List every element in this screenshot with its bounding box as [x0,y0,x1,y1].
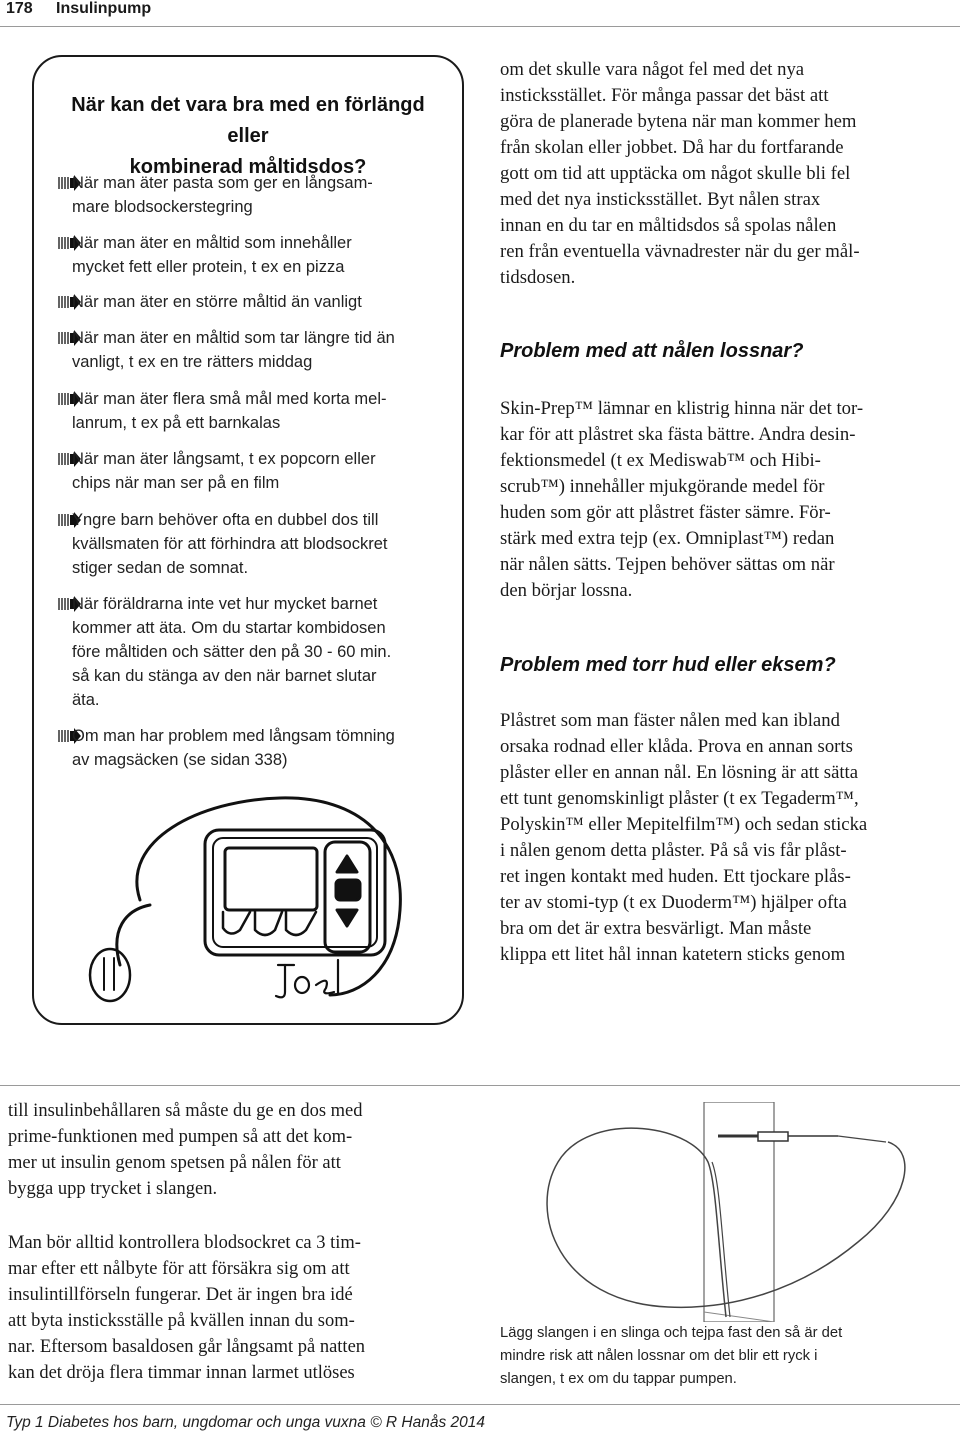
paragraph: Plåstret som man fäster nålen med kan ibland orsaka rodnad eller klåda. Prova en annan sorts plåster eller en annan nål. En lösning är att sätta ett tunt genomskinligt plåster (t ex Tegaderm™, Polyskin™ eller Mepitelfilm™) och sedan sticka i nålen genom detta plåster. På så vis får plåst- ret ingen kontakt med huden. Ett tjockare plås- ter av stomi-typ (t ex Duoderm™) hjälper ofta bra om det är extra besvärligt. Man måste klippa ett litet hål innan katetern sticks genom [500,710,868,965]
header-rule [0,26,960,27]
section-divider [0,1085,960,1086]
figure-caption: Lägg slangen i en slinga och tejpa fast den så är det mindre risk att nålen lossnar om det blir ett ryck i slangen, t ex om du tappar pumpen. [500,1325,843,1387]
box-title-line-2: kombinerad måltidsdos? [129,156,367,178]
paragraph: till insulinbehållaren så måste du ge en dos med prime-funktionen med pumpen så att det kom- mer ut insulin genom spetsen på nålen för att bygga upp trycket i slangen. [8,1101,363,1199]
bullet-text: När föräldrarna inte vet hur mycket barnet kommer att äta. Om du startar kombidosen före måltiden och sätter den på 30 - 60 min. så kan du stänga av den när barnet slutar äta. [72,595,392,709]
bullet-text: När man äter flera små mål med korta mel- lanrum, t ex på ett barnkalas [72,390,387,432]
page-header [0,0,960,24]
bullet-text: När man äter pasta som ger en långsam- mare blodsockerstegring [72,174,373,216]
right-column-text-2 [500,396,960,604]
right-column-text-1 [500,57,960,291]
right-column-text-3 [500,708,960,968]
bottom-left-text-1 [8,1098,468,1202]
box-title [48,90,448,183]
bullet-text: Om man har problem med långsam tömning av magsäcken (se sidan 338) [72,727,395,769]
bullet-text: När man äter långsamt, t ex popcorn eller chips när man ser på en film [72,450,376,492]
bullet-text: Yngre barn behöver ofta en dubbel dos till kvällsmaten för att förhindra att blodsockret stiger sedan de somnat. [72,511,388,577]
pump-drawing [80,780,410,1010]
bottom-left-text-2 [8,1230,468,1386]
footer-text: Typ 1 Diabetes hos barn, ungdomar och unga vuxna © R Hanås 2014 [6,1414,486,1431]
section-title: Insulinpump [56,0,152,17]
paragraph: om det skulle vara något fel med det nya insticksstället. För många passar det bäst att göra de planerade bytena när man kommer hem från skolan eller jobbet. Då har du fortfarande gott om tid att upptäcka om något skulle bli fel med det nya insticksstället. Byt nålen strax innan en du tar en måltidsdos så spolas nålen ren från eventuella vävnadrester när du ger mål- tidsdosen. [500,59,860,288]
bullet-text: När man äter en måltid som innehåller mycket fett eller protein, t ex en pizza [72,234,352,276]
paragraph: Man bör alltid kontrollera blodsockret ca 3 tim- mar efter ett nålbyte för att försäkra sig om att insulintillförseln fungerar. Det är ingen bra idé att byta insticksställe på kvällen innan du som- nar. Eftersom basaldosen går långsamt på natten kan det dröja flera timmar innan larmet utlöses [8,1233,366,1383]
tubing-figure [498,1102,960,1322]
footer-rule [0,1404,960,1405]
page-number: 178 [6,0,33,17]
section-heading: Problem med att nålen lossnar? [500,340,804,362]
bullet-text: När man äter en större måltid än vanligt [72,293,362,311]
paragraph: Skin-Prep™ lämnar en klistrig hinna när det tor- kar för att plåstret ska fästa bättre. Andra desin- fektionsmedel (t ex Mediswab™ och Hibi- scrub™) innehåller mjukgörande medel för huden som gör att plåstret fäster sämre. För- stärk med extra tejp (ex. Omniplast™) redan när nålen sätts. Tejpen behöver sättas om när den börjar lossna. [500,398,864,601]
bullet-text: När man äter en måltid som tar längre tid än vanligt, t ex en tre rätters middag [72,329,395,371]
section-heading: Problem med torr hud eller eksem? [500,654,836,676]
box-title-line-1: När kan det vara bra med en förlängd eller [71,94,425,147]
